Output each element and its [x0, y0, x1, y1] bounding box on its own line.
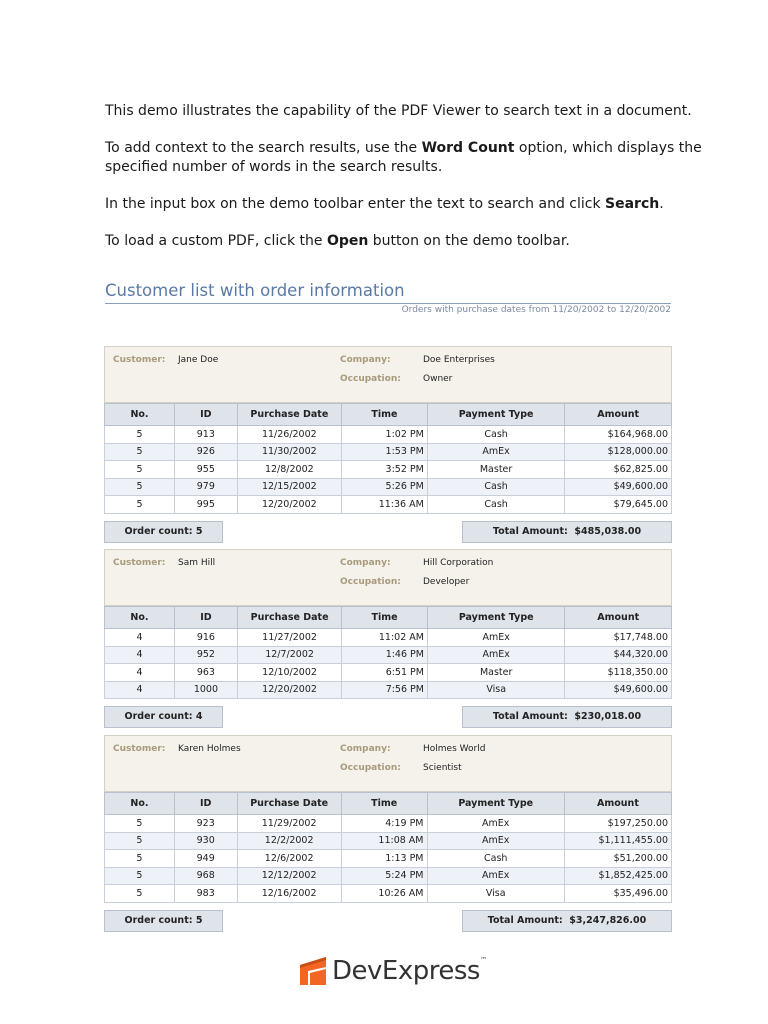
- table-cell: 930: [174, 832, 237, 850]
- table-cell: 5: [105, 461, 175, 479]
- table-cell: $17,748.00: [565, 629, 672, 647]
- table-cell: 11:36 AM: [342, 496, 428, 514]
- table-cell: 12/16/2002: [237, 885, 341, 903]
- devexpress-logo: [300, 955, 486, 987]
- order-count-label: Order count:: [124, 914, 193, 926]
- customer-footer: [104, 910, 672, 932]
- column-header: Purchase Date: [237, 607, 341, 629]
- column-header: Amount: [565, 404, 672, 426]
- total-amount-value: $3,247,826.00: [569, 914, 647, 926]
- devexpress-logo-icon: [300, 957, 326, 985]
- table-row: [105, 496, 672, 514]
- table-cell: 5: [105, 885, 175, 903]
- order-count-box: [104, 910, 223, 932]
- customer-name: Sam Hill: [178, 558, 216, 568]
- occupation-label: Occupation:: [340, 763, 401, 773]
- customer-info: [104, 735, 672, 792]
- table-cell: Cash: [427, 478, 565, 496]
- table-cell: 5: [105, 815, 175, 833]
- table-cell: AmEx: [427, 815, 564, 833]
- column-header: Purchase Date: [237, 793, 341, 815]
- customer-footer: [104, 521, 672, 543]
- customer-label: Customer:: [113, 744, 166, 754]
- table-cell: 4: [105, 681, 175, 699]
- occupation-label: Occupation:: [340, 374, 401, 384]
- table-cell: 10:26 AM: [341, 885, 427, 903]
- intro-paragraph-4: To load a custom PDF, click the Open button on the demo toolbar.: [105, 233, 570, 249]
- table-cell: Master: [427, 664, 564, 682]
- table-cell: 6:51 PM: [342, 664, 428, 682]
- table-cell: 1:13 PM: [341, 850, 427, 868]
- table-row: [105, 885, 672, 903]
- total-amount-value: $230,018.00: [574, 711, 642, 722]
- column-header: No.: [105, 607, 175, 629]
- table-cell: AmEx: [427, 832, 564, 850]
- table-cell: 968: [174, 867, 237, 885]
- column-header: ID: [174, 607, 237, 629]
- table-cell: $128,000.00: [565, 443, 672, 461]
- table-cell: $49,600.00: [565, 681, 672, 699]
- table-row: [105, 815, 672, 833]
- company-value: Hill Corporation: [423, 558, 494, 568]
- table-cell: 12/10/2002: [237, 664, 341, 682]
- customer-block: [104, 346, 672, 543]
- table-cell: 4:19 PM: [341, 815, 427, 833]
- table-cell: Visa: [427, 885, 564, 903]
- table-cell: AmEx: [427, 443, 565, 461]
- occupation-value: Owner: [423, 374, 453, 384]
- column-header: No.: [105, 404, 175, 426]
- table-cell: $62,825.00: [565, 461, 672, 479]
- total-amount-box: [462, 910, 672, 932]
- table-cell: 949: [174, 850, 237, 868]
- order-count-value: 4: [195, 711, 203, 722]
- table-row: [105, 461, 672, 479]
- customer-label: Customer:: [113, 355, 166, 365]
- table-cell: 952: [174, 646, 237, 664]
- table-cell: 11/27/2002: [237, 629, 341, 647]
- table-row: [105, 629, 672, 647]
- report-subtitle: Orders with purchase dates from 11/20/2002 to 12/20/2002: [401, 305, 671, 315]
- table-cell: 913: [174, 426, 237, 444]
- table-cell: 12/20/2002: [237, 681, 341, 699]
- table-cell: 11:08 AM: [341, 832, 427, 850]
- table-cell: 12/2/2002: [237, 832, 341, 850]
- column-header: Payment Type: [427, 607, 564, 629]
- column-header: Payment Type: [427, 404, 565, 426]
- table-cell: 955: [174, 461, 237, 479]
- table-cell: $1,852,425.00: [564, 867, 671, 885]
- table-cell: Cash: [427, 850, 564, 868]
- column-header: Amount: [564, 793, 671, 815]
- table-cell: 5:26 PM: [342, 478, 428, 496]
- logo-text: DevExpress™: [332, 956, 487, 986]
- table-cell: $51,200.00: [564, 850, 671, 868]
- column-header: Payment Type: [427, 793, 564, 815]
- column-header: ID: [174, 404, 237, 426]
- table-row: [105, 426, 672, 444]
- table-cell: Master: [427, 461, 565, 479]
- table-cell: $44,320.00: [565, 646, 672, 664]
- table-cell: 12/20/2002: [237, 496, 341, 514]
- table-cell: $164,968.00: [565, 426, 672, 444]
- table-cell: 11/30/2002: [237, 443, 341, 461]
- table-header-row: [105, 793, 672, 815]
- intro-paragraph-2: To add context to the search results, use the Word Count option, which displays the specified number of words in the search results.: [105, 140, 702, 175]
- order-count-value: 5: [195, 525, 203, 537]
- table-cell: 1:02 PM: [342, 426, 428, 444]
- intro-paragraph-3: In the input box on the demo toolbar enter the text to search and click Search.: [105, 196, 664, 212]
- occupation-value: Scientist: [423, 763, 462, 773]
- orders-table: [104, 606, 672, 699]
- occupation-label: Occupation:: [340, 577, 401, 587]
- total-amount-label: Total Amount:: [492, 711, 568, 722]
- table-cell: $35,496.00: [564, 885, 671, 903]
- table-row: [105, 681, 672, 699]
- table-cell: 5: [105, 496, 175, 514]
- table-cell: $118,350.00: [565, 664, 672, 682]
- table-cell: 11/26/2002: [237, 426, 341, 444]
- company-label: Company:: [340, 744, 391, 754]
- intro-text: [105, 102, 705, 269]
- total-amount-box: [462, 521, 672, 543]
- order-count-label: Order count:: [124, 525, 193, 537]
- table-cell: Cash: [427, 496, 565, 514]
- table-cell: $1,111,455.00: [564, 832, 671, 850]
- table-row: [105, 443, 672, 461]
- column-header: Time: [341, 793, 427, 815]
- column-header: Time: [342, 607, 428, 629]
- order-count-value: 5: [195, 914, 203, 926]
- table-cell: AmEx: [427, 867, 564, 885]
- occupation-value: Developer: [423, 577, 470, 587]
- table-cell: 963: [174, 664, 237, 682]
- table-header-row: [105, 404, 672, 426]
- table-cell: 11/29/2002: [237, 815, 341, 833]
- order-count-box: [104, 706, 223, 728]
- total-amount-label: Total Amount:: [492, 525, 568, 537]
- table-header-row: [105, 607, 672, 629]
- table-row: [105, 867, 672, 885]
- report-title: Customer list with order information: [105, 281, 671, 304]
- customer-info: [104, 346, 672, 403]
- table-cell: 926: [174, 443, 237, 461]
- orders-table: [104, 792, 672, 903]
- company-value: Doe Enterprises: [423, 355, 495, 365]
- table-cell: $79,645.00: [565, 496, 672, 514]
- table-cell: 979: [174, 478, 237, 496]
- company-value: Holmes World: [423, 744, 486, 754]
- customer-block: [104, 549, 672, 728]
- table-cell: Visa: [427, 681, 564, 699]
- table-cell: 4: [105, 629, 175, 647]
- column-header: ID: [174, 793, 237, 815]
- intro-paragraph-1: This demo illustrates the capability of the PDF Viewer to search text in a document.: [105, 103, 692, 119]
- table-cell: 5: [105, 443, 175, 461]
- table-cell: 5: [105, 867, 175, 885]
- total-amount-box: [462, 706, 672, 728]
- table-cell: $49,600.00: [565, 478, 672, 496]
- table-cell: 3:52 PM: [342, 461, 428, 479]
- table-cell: 5: [105, 426, 175, 444]
- table-cell: AmEx: [427, 629, 564, 647]
- table-cell: 983: [174, 885, 237, 903]
- table-cell: AmEx: [427, 646, 564, 664]
- total-amount-value: $485,038.00: [574, 525, 642, 537]
- company-label: Company:: [340, 355, 391, 365]
- orders-table: [104, 403, 672, 514]
- table-cell: 12/7/2002: [237, 646, 341, 664]
- table-cell: 7:56 PM: [342, 681, 428, 699]
- table-row: [105, 850, 672, 868]
- table-cell: 4: [105, 664, 175, 682]
- table-row: [105, 664, 672, 682]
- order-count-label: Order count:: [124, 711, 193, 722]
- table-cell: 12/12/2002: [237, 867, 341, 885]
- order-count-box: [104, 521, 223, 543]
- column-header: Time: [342, 404, 428, 426]
- customer-label: Customer:: [113, 558, 166, 568]
- table-cell: 995: [174, 496, 237, 514]
- company-label: Company:: [340, 558, 391, 568]
- column-header: No.: [105, 793, 175, 815]
- customer-name: Karen Holmes: [178, 744, 241, 754]
- table-row: [105, 478, 672, 496]
- column-header: Amount: [565, 607, 672, 629]
- customer-footer: [104, 706, 672, 728]
- table-cell: 5: [105, 850, 175, 868]
- table-cell: 4: [105, 646, 175, 664]
- column-header: Purchase Date: [237, 404, 341, 426]
- table-cell: Cash: [427, 426, 565, 444]
- table-cell: 923: [174, 815, 237, 833]
- table-cell: 12/15/2002: [237, 478, 341, 496]
- table-cell: 916: [174, 629, 237, 647]
- customer-name: Jane Doe: [178, 355, 219, 365]
- table-cell: 5: [105, 832, 175, 850]
- table-cell: 1:53 PM: [342, 443, 428, 461]
- customer-block: [104, 735, 672, 932]
- table-cell: 1:46 PM: [342, 646, 428, 664]
- table-row: [105, 646, 672, 664]
- table-cell: 5: [105, 478, 175, 496]
- table-cell: 12/6/2002: [237, 850, 341, 868]
- customer-info: [104, 549, 672, 606]
- table-cell: $197,250.00: [564, 815, 671, 833]
- table-row: [105, 832, 672, 850]
- table-cell: 1000: [174, 681, 237, 699]
- table-cell: 11:02 AM: [342, 629, 428, 647]
- table-cell: 12/8/2002: [237, 461, 341, 479]
- total-amount-label: Total Amount:: [487, 914, 563, 926]
- table-cell: 5:24 PM: [341, 867, 427, 885]
